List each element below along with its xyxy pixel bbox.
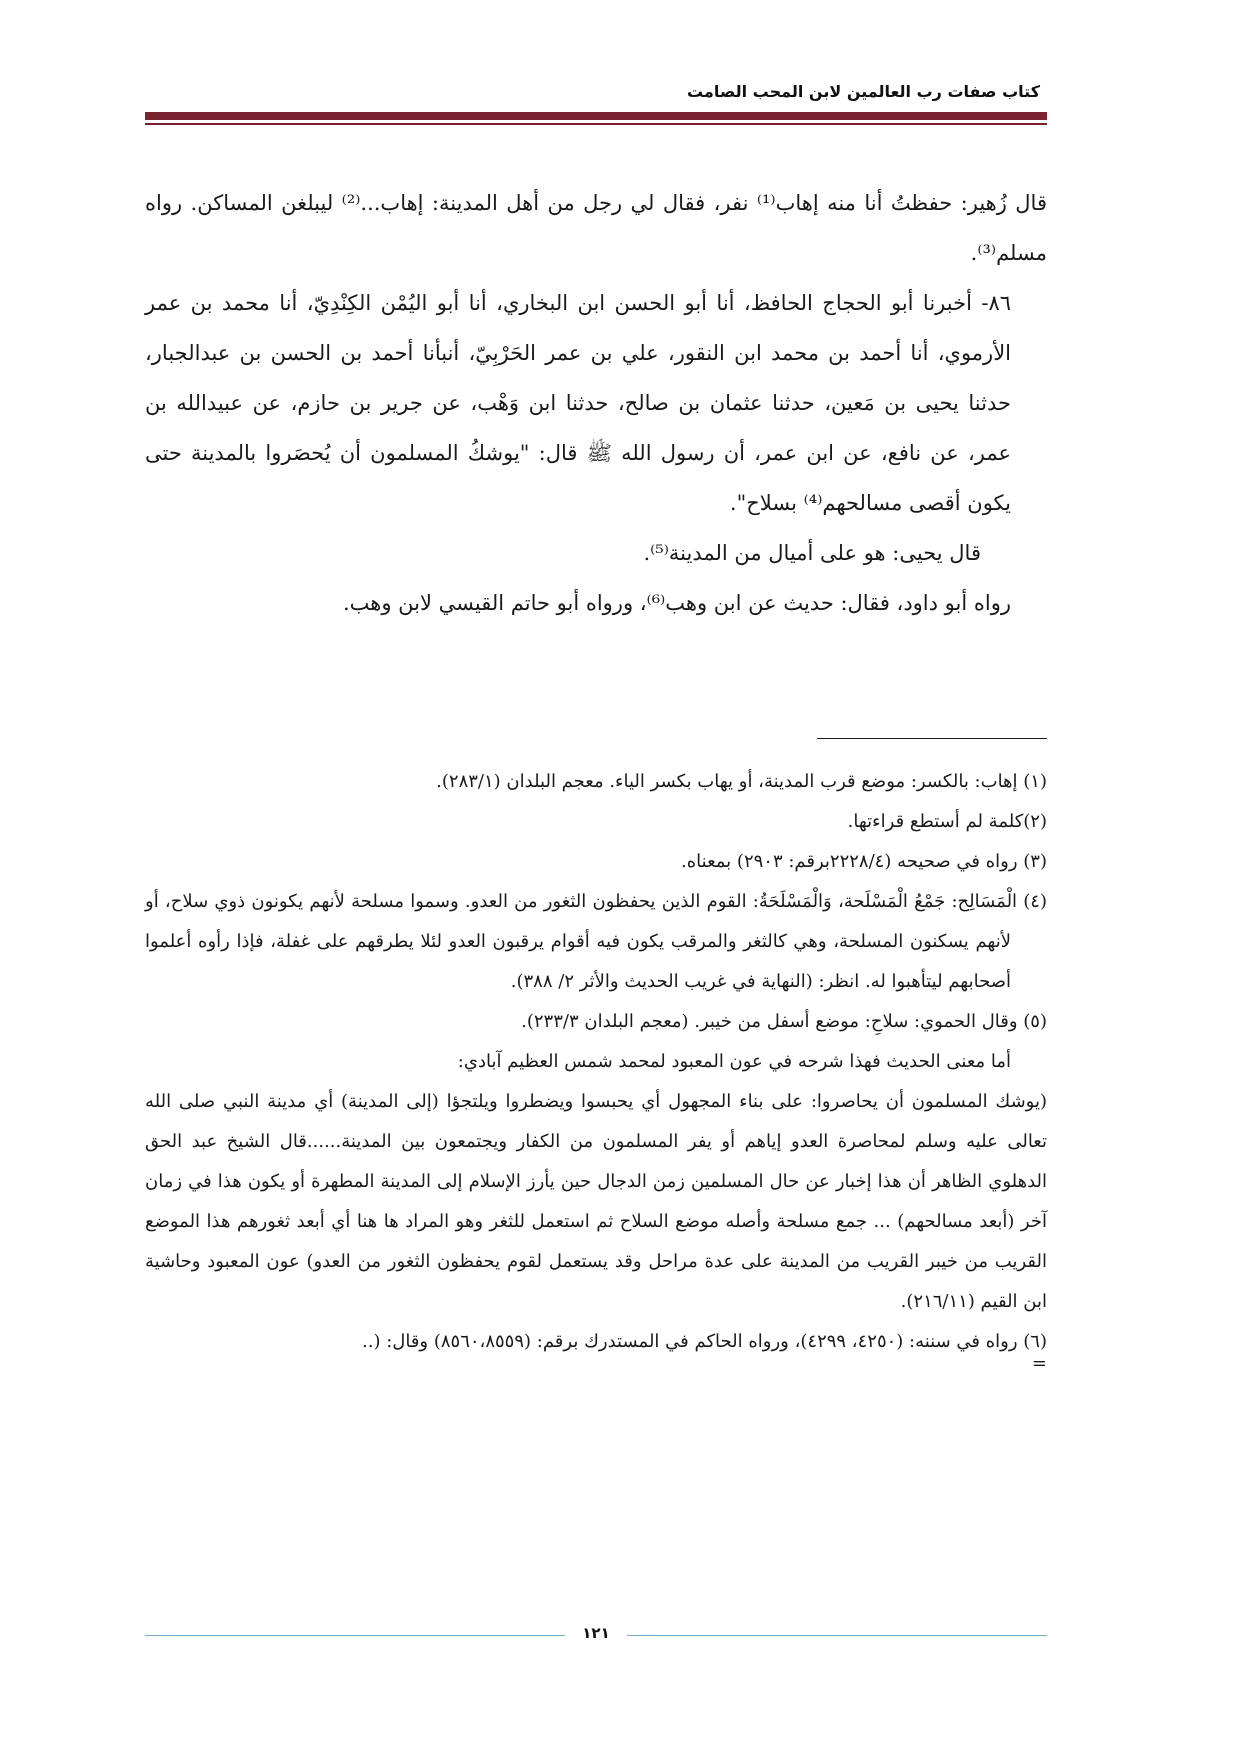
page-number: ١٢١ <box>582 1624 610 1642</box>
header-divider-thin <box>145 123 1047 125</box>
book-title-header: كتاب صفات رب العالمين لابن المحب الصامت <box>686 82 1040 101</box>
footnote-1: (١) إهاب: بالكسر: موضع قرب المدينة، أو يهاب بكسر الياء. معجم البلدان (٢٨٣/١). <box>436 771 1047 792</box>
footnote-5-intro: أما معنى الحديث فهذا شرحه في عون المعبود لمحمد شمس العظيم آبادي: <box>457 1051 1011 1072</box>
footnote-6: (٦) رواه في سننه: (٤٢٥٠، ٤٢٩٩)، ورواه الحاكم في المستدرك برقم: (٨٥٦٠،٨٥٥٩) وقال: (.. <box>362 1331 1047 1352</box>
paragraph-86: ٨٦- أخبرنا أبو الحجاج الحافظ، أنا أبو الحسن ابن البخاري، أنا أبو اليُمْن الكِنْدِيّ، أنا محمد بن عمر الأرموي، أنا أحمد بن محمد ابن النقور، علي بن عمر الحَرْبِيّ، أنبأنا أحمد بن الحسن بن عبدالجبار، حدثنا يحيى بن مَعين، حدثنا عثمان بن صالح، حدثنا ابن وَهْب، عن جرير بن حازم، عن عبيدالله بن عمر، عن نافع، عن ابن عمر، أن رسول الله ﷺ قال: "يوشكُ المسلمون أن يُحصَروا بالمدينة حتى يكون أقصى مسالحهم⁽⁴⁾ بسلاح". <box>145 291 1011 515</box>
footnote-3: (٣) رواه في صحيحه (٢٢٢٨/٤برقم: ٢٩٠٣) بمعناه. <box>681 851 1047 872</box>
header-divider-thick <box>145 112 1047 120</box>
footnote-separator <box>817 738 1047 739</box>
paragraph-zuhair: قال زُهير: حفظتُ أنا منه إهاب⁽¹⁾ نفر، فقال لي رجل من أهل المدينة: إهاب...⁽²⁾ ليبلغن المساكن. رواه مسلم⁽³⁾. <box>145 191 1047 265</box>
footnote-5: (٥) وقال الحموي: سلاحِ: موضع أسفل من خيبر. (معجم البلدان ٢٣٣/٣). <box>521 1011 1047 1032</box>
page-footer <box>145 1624 1047 1654</box>
paragraph-yahya: قال يحيى: هو على أميال من المدينة⁽⁵⁾. <box>643 541 981 565</box>
paragraph-abu-dawud: رواه أبو داود، فقال: حديث عن ابن وهب⁽⁶⁾، ورواه أبو حاتم القيسي لابن وهب. <box>342 591 1011 615</box>
footnote-6-continuation: = <box>1031 1353 1047 1374</box>
footnotes-section <box>145 762 1047 1374</box>
footnote-4: (٤) الْمَسَالِح: جَمْعُ الْمَسْلَحة، وَالْمَسْلَحَةُ: القوم الذين يحفظون الثغور من العدو. وسموا مسلحة لأنهم يكونون ذوي سلاح، أو لأنهم يسكنون المسلحة، وهي كالثغر والمرقب يكون فيه أقوام يرقبون العدو لئلا يطرقهم على غفلة، فإذا رأوه أعلموا أصحابهم ليتأهبوا له. انظر: (النهاية في غريب الحديث والأثر ٢/ ٣٨٨). <box>145 891 1047 992</box>
main-text <box>145 178 1047 628</box>
footnote-2: (٢)كلمة لم أستطع قراءتها. <box>847 811 1047 832</box>
footnote-5-quote: (يوشك المسلمون أن يحاصروا: على بناء المجهول أي يحبسوا ويضطروا ويلتجؤا (إلى المدينة) أي مدينة النبي صلى الله تعالى عليه وسلم لمحاصرة العدو إياهم أو يفر المسلمون من الكفار ويجتمعون بين المدينة......قال الشيخ عبد الحق الدهلوي الظاهر أن هذا إخبار عن حال المسلمين زمن الدجال حين يأرز الإسلام إلى المدينة المطهرة أو يكون هذا في زمان آخر (أبعد مسالحهم) ... جمع مسلحة وأصله موضع السلاح ثم استعمل للثغر وهو المراد ها هنا أي أبعد ثغورهم هذا الموضع القريب من خيبر القريب من المدينة على عدة مراحل وقد يستعمل لقوم يحفظون الثغور من العدو) عون المعبود وحاشية ابن القيم (٢١٦/١١). <box>145 1091 1047 1312</box>
